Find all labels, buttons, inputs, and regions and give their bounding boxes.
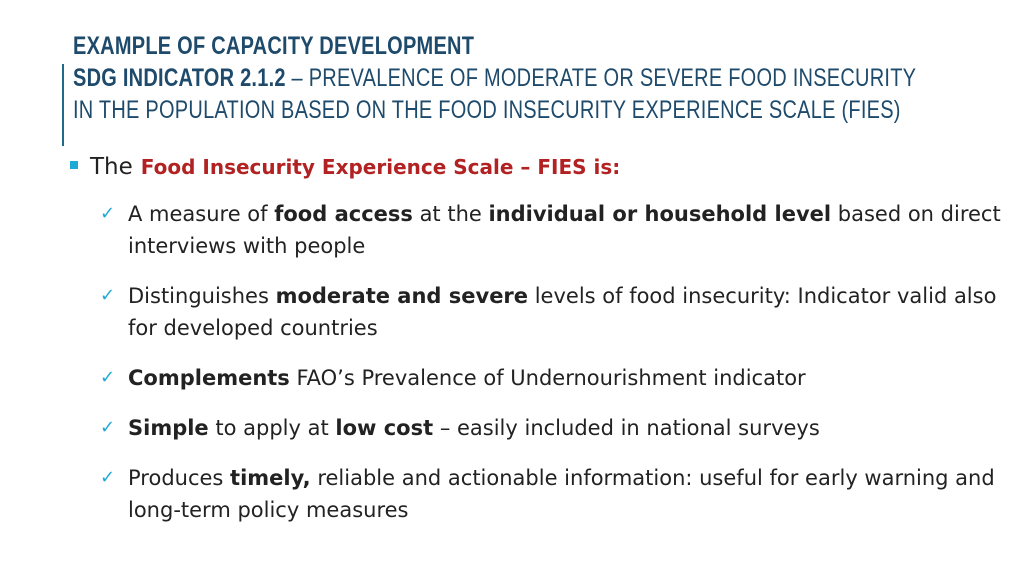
slide-title xyxy=(73,30,917,126)
intro-prefix: The xyxy=(90,154,133,180)
list-item-text: A measure of food access at the individual or household level based on direct interviews with people xyxy=(128,202,1001,258)
list-item-text: Produces timely, reliable and actionable information: useful for early warning and long-term policy measures xyxy=(128,466,995,522)
intro-bullet xyxy=(70,150,1020,184)
title-accent-line xyxy=(62,64,64,146)
list-item xyxy=(100,412,1020,444)
square-bullet-icon xyxy=(70,161,78,169)
checkmark-icon: ✓ xyxy=(100,285,116,306)
checkmark-icon: ✓ xyxy=(100,367,116,388)
list-item xyxy=(100,362,1020,394)
title-line-3: IN THE POPULATION BASED ON THE FOOD INSECURITY EXPERIENCE SCALE (FIES) xyxy=(73,96,901,124)
list-item xyxy=(100,198,1020,262)
checkmark-icon: ✓ xyxy=(100,417,116,438)
fies-properties-list xyxy=(70,198,1020,526)
list-item xyxy=(100,280,1020,344)
title-line-2: SDG INDICATOR 2.1.2 – PREVALENCE OF MODERATE OR SEVERE FOOD INSECURITY xyxy=(73,64,917,92)
fies-label: Food Insecurity Experience Scale – FIES is: xyxy=(140,155,621,179)
slide-body xyxy=(70,150,1020,544)
list-item-text: Simple to apply at low cost – easily included in national surveys xyxy=(128,416,820,440)
list-item-text: Complements FAO’s Prevalence of Undernourishment indicator xyxy=(128,366,806,390)
checkmark-icon: ✓ xyxy=(100,203,116,224)
list-item-text: Distinguishes moderate and severe levels of food insecurity: Indicator valid also for developed countries xyxy=(128,284,997,340)
list-item xyxy=(100,462,1020,526)
title-line-1: EXAMPLE OF CAPACITY DEVELOPMENT xyxy=(73,32,475,60)
title-indicator-name: SDG INDICATOR 2.1.2 xyxy=(73,64,286,92)
checkmark-icon: ✓ xyxy=(100,467,116,488)
